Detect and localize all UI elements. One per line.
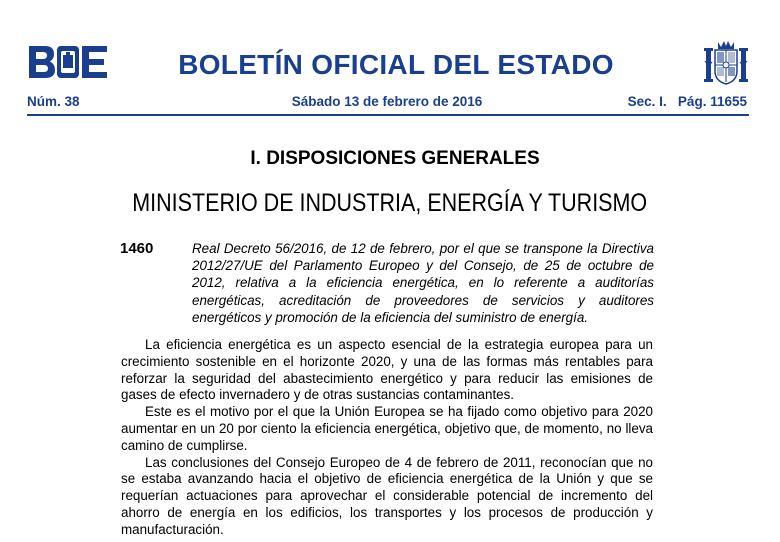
section-page: Sec. I. Pág. 11655 xyxy=(627,94,747,109)
newspaper-title: BOLETÍN OFICIAL DEL ESTADO xyxy=(178,49,614,80)
decree-summary: Real Decreto 56/2016, de 12 de febrero, por el que se transpone la Directiva 2012/27/UE del Parlamento Europeo y del Consejo, de 25 de octubre de 2012, relativa a la eficiencia energética, en lo referente a auditorías energéticas, acreditación de proveedores de servicios y auditores energéticos y promoción de la eficiencia del suministro de energía. xyxy=(192,241,654,325)
issue-meta-row xyxy=(27,94,747,112)
body-paragraph: Este es el motivo por el que la Unión Europea se ha fijado como objetivo para 2020 aumentar en un 20 por ciento la eficiencia energética, objetivo que, de momento, no lleva camino de cumplirse. xyxy=(121,404,653,453)
issue-number: Núm. 38 xyxy=(27,94,80,109)
body-paragraph: Las conclusiones del Consejo Europeo de 4 de febrero de 2011, reconocían que no se estaba avanzando hacia el objetivo de eficiencia energética de la Unión y que se requerían actuaciones para aprovechar el considerable potencial de incremento del ahorro de energía en los edificios, los transportes y los procesos de producción y manufacturación. xyxy=(121,454,653,537)
decree-number: 1460 xyxy=(120,240,154,257)
ministry-title: MINISTERIO DE INDUSTRIA, ENERGÍA Y TURISMO xyxy=(132,189,648,217)
issue-date: Sábado 13 de febrero de 2016 xyxy=(291,94,483,109)
header-divider xyxy=(27,114,749,116)
section-title: I. DISPOSICIONES GENERALES xyxy=(250,148,540,169)
coat-of-arms-icon xyxy=(703,38,749,88)
body-paragraph: La eficiencia energética es un aspecto esencial de la estrategia europea para un crecimiento sostenible en el horizonte 2020, y una de las formas más rentables para reforzar la seguridad del abastecimiento energético y para reducir las emisiones de gases de efecto invernadero y de otras sustancias contaminantes. xyxy=(121,337,653,403)
body-text xyxy=(121,337,653,539)
